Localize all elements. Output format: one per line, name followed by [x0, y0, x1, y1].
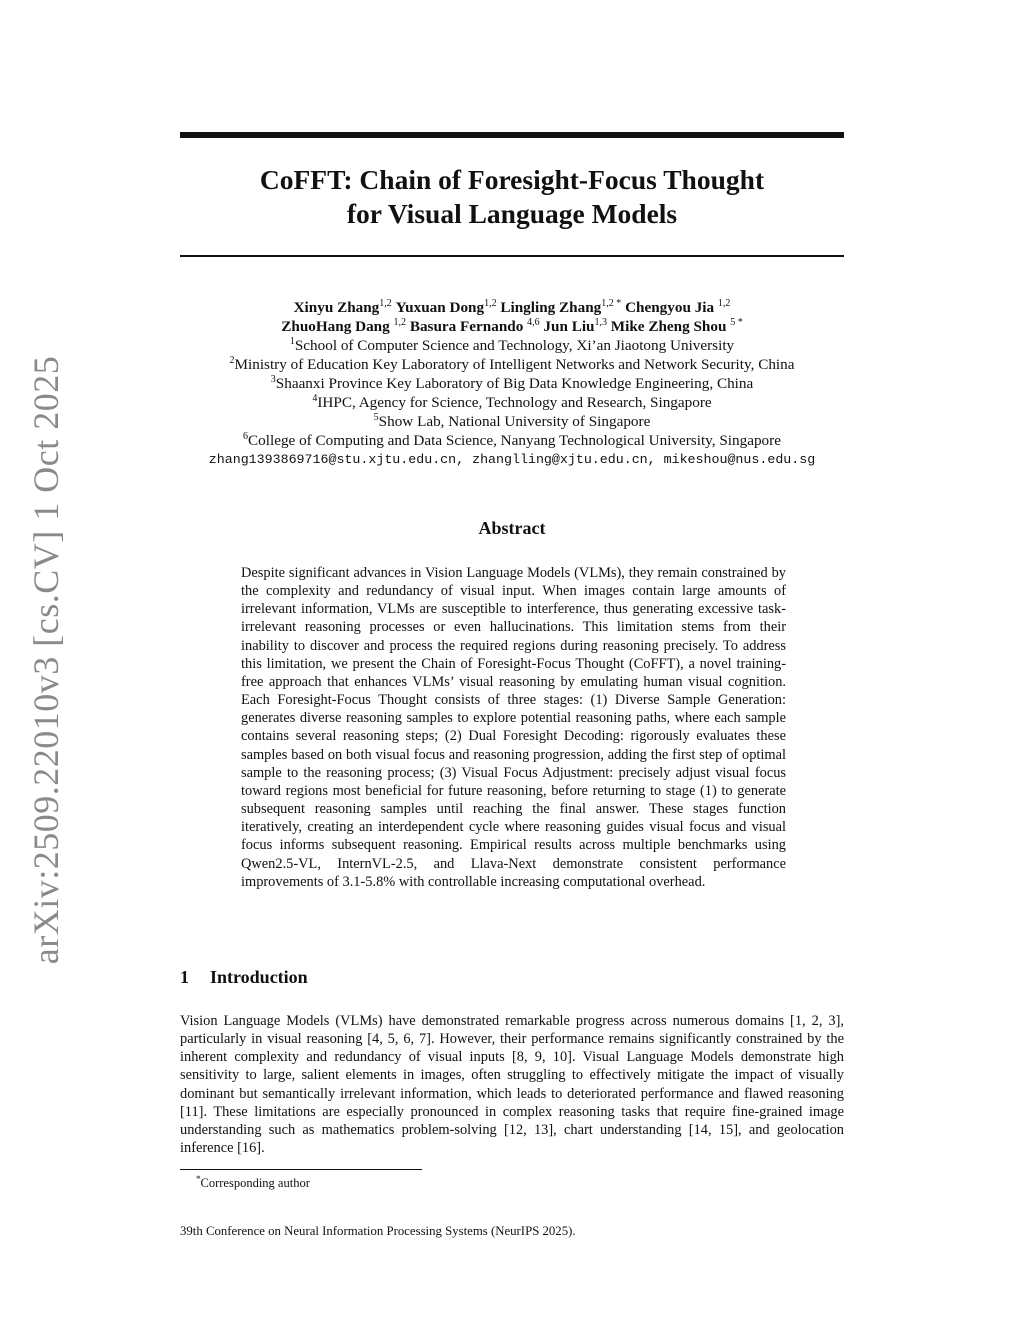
- affiliation-6: $^6$College of Computing and Data Science, Nanyang Technological University, Singapore: [243, 430, 781, 449]
- author-affiliation: 1,2: [393, 316, 407, 328]
- affiliation-1: $^1$School of Computer Science and Technology, Xi’an Jiaotong University: [289, 335, 735, 354]
- author-name: Chengyou Jia: [625, 299, 715, 316]
- section-heading-introduction: [180, 967, 308, 988]
- paper-title: [180, 163, 844, 231]
- author-affiliation: 1,2: [717, 297, 731, 309]
- abstract-body: Despite significant advances in Vision Language Models (VLMs), they remain constrained by the complexity and redundancy of visual input. When images contain large amounts of irrelevant information, VLMs are susceptible to interference, thus generating excessive task-irrelevant reasoning processes or even hallucinations. This limitation stems from their inability to discover and process the required regions during reasoning precisely. To address this limitation, we present the Chain of Foresight-Focus Thought (CoFFT), a novel training-free approach that enhances VLMs’ visual reasoning by emulating human visual cognition. Each Foresight-Focus Thought consists of three stages: (1) Diverse Sample Generation: generates diverse reasoning samples to explore potential reasoning paths, where each sample contains several reasoning steps; (2) Dual Foresight Decoding: rigorously evaluates these samples based on both visual focus and reasoning progression, adding the first step of optimal sample to the reasoning process; (3) Visual Focus Adjustment: precisely adjust visual focus toward regions most beneficial for future reasoning, before returning to stage (1) to generate subsequent reasoning samples until reaching the final answer. These stages function iteratively, creating an interdependent cycle where reasoning guides visual focus and visual focus informs subsequent reasoning. Empirical results across multiple benchmarks using Qwen2.5-VL, InternVL-2.5, and Llava-Next demonstrate consistent performance improvements of 3.1-5.8% with controllable increasing computational overhead.: [241, 565, 786, 890]
- author-name: Lingling Zhang: [500, 299, 602, 316]
- section-number: 1: [180, 967, 189, 987]
- author-block: [120, 298, 904, 469]
- author-affiliation: 1,3: [594, 316, 607, 328]
- author-affiliation: 1,2: [379, 297, 392, 309]
- author-name: Xinyu Zhang: [293, 299, 380, 316]
- affiliation-5: $^5$Show Lab, National University of Singapore: [373, 411, 651, 430]
- affiliation-2: $^2$Ministry of Education Key Laboratory of Intelligent Networks and Network Security, China: [229, 354, 795, 373]
- venue-note: 39th Conference on Neural Information Processing Systems (NeurIPS 2025).: [180, 1224, 576, 1238]
- author-name: Yuxuan Dong: [395, 299, 485, 316]
- author-affiliation: 5 *: [730, 316, 743, 328]
- arxiv-side-stamp: arXiv:2509.22010v3 [cs.CV] 1 Oct 2025: [26, 355, 66, 965]
- footnote-rule: [180, 1169, 422, 1170]
- footnote-mark: *: [196, 1174, 201, 1184]
- affiliation-4: $^4$IHPC, Agency for Science, Technology and Research, Singapore: [312, 392, 712, 411]
- author-affiliation: 1,2 *: [601, 297, 622, 309]
- affiliation-3: $^3$Shaanxi Province Key Laboratory of Big Data Knowledge Engineering, China: [270, 373, 754, 392]
- author-name: ZhuoHang Dang: [281, 318, 390, 335]
- title-line-1: CoFFT: Chain of Foresight-Focus Thought: [259, 164, 765, 195]
- author-line-1: [120, 298, 904, 317]
- section-title: Introduction: [210, 967, 308, 987]
- footnote: [196, 1174, 310, 1191]
- author-name: Basura Fernando: [409, 318, 524, 335]
- title-line-2: for Visual Language Models: [346, 198, 678, 229]
- author-emails[interactable]: zhang1393869716@stu.xjtu.edu.cn, zhanglling@xjtu.edu.cn, mikeshou@nus.edu.sg: [208, 452, 816, 467]
- author-name: Jun Liu: [543, 318, 595, 335]
- title-bottom-rule: [180, 255, 844, 257]
- footnote-text: Corresponding author: [200, 1176, 310, 1191]
- author-line-2: [120, 317, 904, 336]
- introduction-paragraph: Vision Language Models (VLMs) have demonstrated remarkable progress across numerous domains [1, 2, 3], particularly in visual reasoning [4, 5, 6, 7]. However, their performance remains significantly constrained by the inherent complexity and redundancy of visual inputs [8, 9, 10]. Visual Language Models demonstrate high sensitivity to large, salient elements in images, often struggling to effectively mitigate the impact of visually dominant but semantically irrelevant information, which leads to deteriorated performance and flawed reasoning [11]. These limitations are especially pronounced in complex reasoning tasks that require fine-grained image understanding such as mathematics problem-solving [12, 13], chart understanding [14, 15], and geolocation inference [16].: [180, 1013, 844, 1157]
- abstract-heading: Abstract: [478, 518, 546, 538]
- author-affiliation: 1,2: [484, 297, 497, 309]
- title-top-rule: [180, 132, 844, 138]
- author-name: Mike Zheng Shou: [610, 318, 727, 335]
- author-affiliation: 4,6: [527, 316, 540, 328]
